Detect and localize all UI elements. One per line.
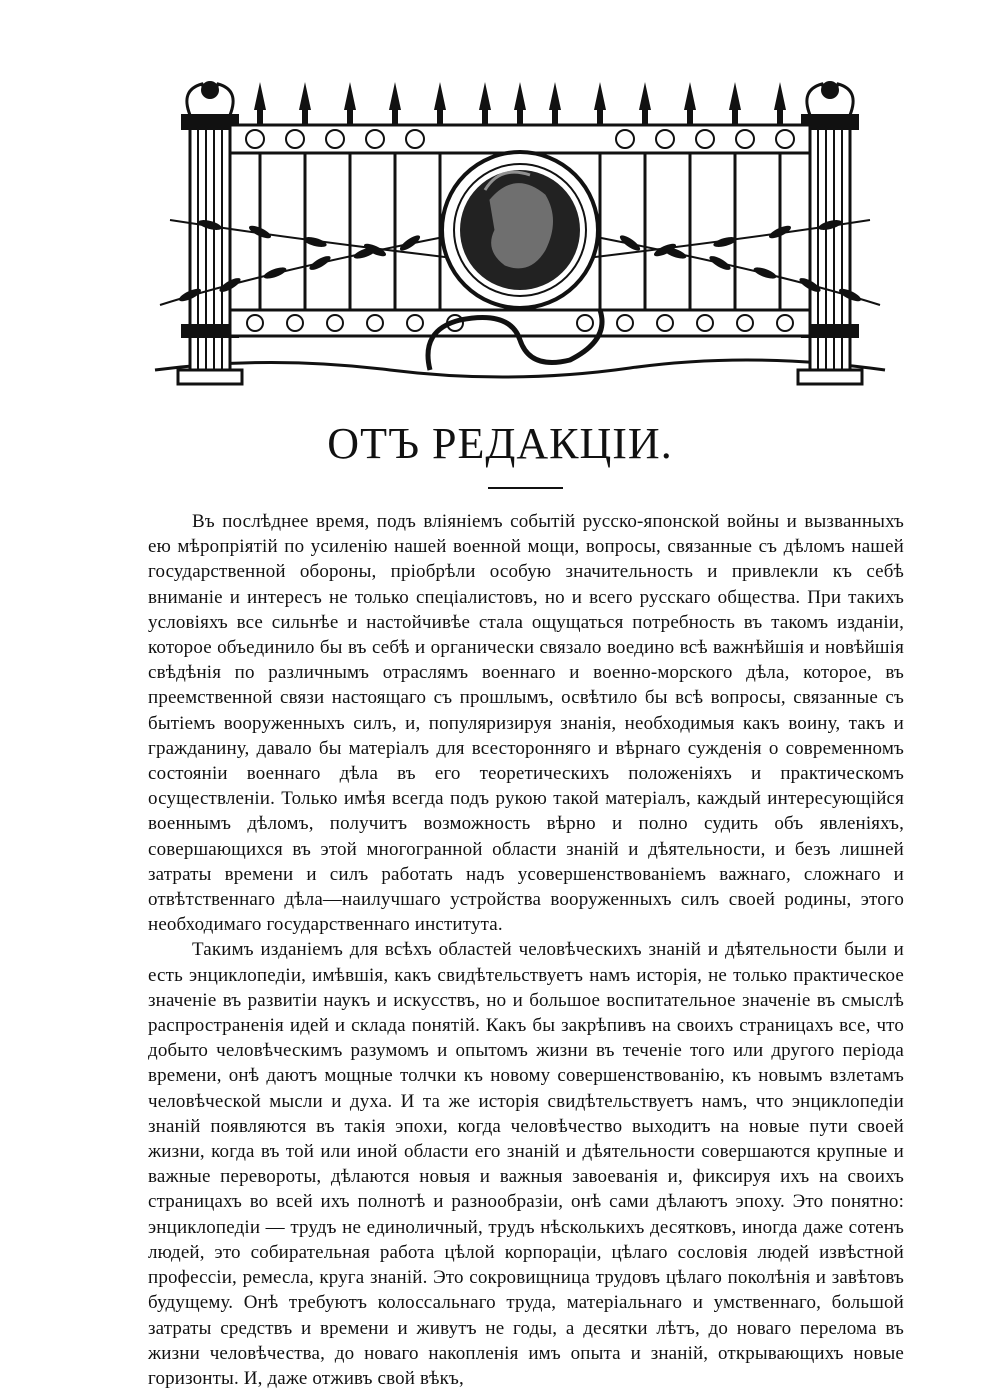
paragraph: Такимъ изданіемъ для всѣхъ областей человѣческихъ знаній и дѣятельности были и есть энциклопедіи, имѣвшія, какъ свидѣтельствуетъ намъ исторія, не только практическое значеніе въ развитіи наукъ и искусствъ, но и большое воспитательное значеніе въ смыслѣ распространенія идей и склада понятій. Какъ бы закрѣпивъ на своихъ страницахъ все, что добыто человѣческимъ разумомъ и опытомъ жизни въ теченіе того или другого періода времени, онѣ даютъ мощные толчки къ новому совершенствованію, къ новымъ взлетамъ человѣческой мысли и духа. И та же исторія свидѣтельствуетъ намъ, что энциклопедіи знаній появляются въ такія эпохи, когда человѣчество выходитъ на новые пути своей жизни, когда въ той или иной области его знаній и дѣятельности совершаются крупные и важные перевороты, дѣлаются новыя и важныя завоеванія и, фиксируя ихъ на своихъ страницахъ во всей ихъ полнотѣ и разнообразіи, онѣ сами дѣлаютъ эпоху. Это понятно: энциклопедіи — трудъ не единоличный, трудъ нѣсколькихъ десятковъ, иногда даже сотенъ людей, это собирательная работа цѣлой корпораціи, цѣлаго сословія людей извѣстной профессіи, ремесла, круга знаній. Это сокровищница трудовъ цѣлаго поколѣнія и завѣтовъ будущему. Онѣ требуютъ колоссальнаго труда, матеріальнаго и умственнаго, большой затраты средствъ и времени и живутъ не годы, а десятки лѣтъ, до новаго перелома въ жизни человѣчества, до новаго накопленія имъ опыта и знаній, открывающихъ новые горизонты. И, даже отживъ свой вѣкъ, [148,939,904,1389]
title-divider [488,487,563,489]
paragraph: Въ послѣднее время, подъ вліяніемъ событій русско-японской войны и вызванныхъ ею мѣропріятій по усиленію нашей военной мощи, вопросы, связанные съ дѣломъ нашей государственной обороны, пріобрѣли особую значительность и привлекли къ себѣ вниманіе и интересъ не только спеціалистовъ, но и всего русскаго общества. При такихъ условіяхъ все сильнѣе и настойчивѣе стала ощущаться потребность въ такомъ изданіи, которое объединило бы въ себѣ и органически связало воедино всѣ важнѣйшія и новѣйшія свѣдѣнія по различнымъ отраслямъ военнаго и военно-морского дѣла, которое, въ преемственной связи настоящаго съ прошлымъ, освѣтило бы всѣ вопросы, связанные съ бытіемъ вооруженныхъ силъ, и, популяризируя знанія, необходимыя какъ воину, такъ и гражданину, давало бы матеріалъ для всесторонняго и вѣрнаго сужденія о современномъ состояніи военнаго дѣла въ его теоретическихъ положеніяхъ и практическомъ осуществленіи. Только имѣя всегда подъ рукою такой матеріалъ, каждый интересующійся военнымъ дѣломъ, получитъ возможность вѣрно и полно судить объ явленіяхъ, совершающихся въ этой многогранной области знаній и дѣятельности, и безъ лишней затраты времени и силъ работать надъ усовершенствованіемъ важнаго, сложнаго и отвѣтственнаго дѣла—наилучшаго устройства вооруженныхъ силъ своей родины, этого необходимаго государственнаго института. [148,511,904,936]
article-body [148,509,904,1391]
ornamental-fence-with-medallion-icon [150,70,890,400]
page-title: ОТЪ РЕДАКЦІИ. [327,419,673,468]
